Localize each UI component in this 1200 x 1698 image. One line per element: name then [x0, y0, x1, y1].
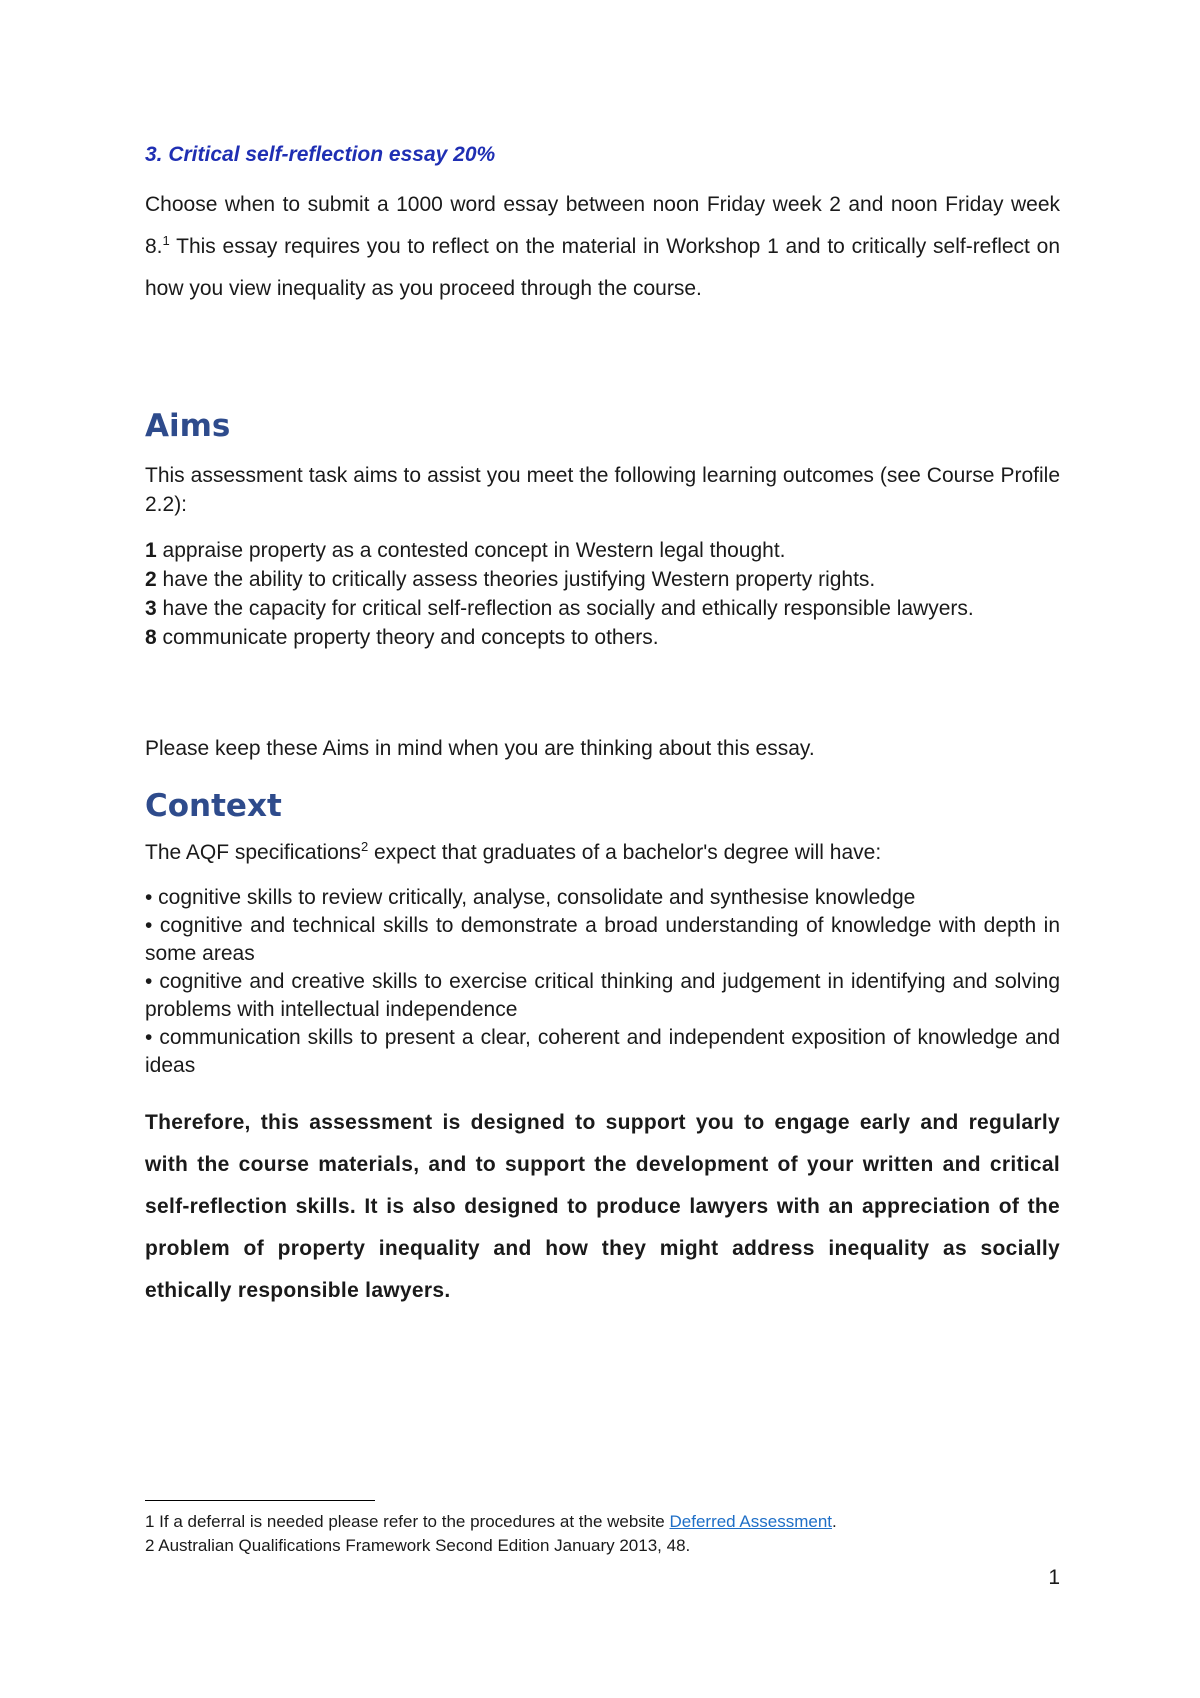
- footnote-1: [145, 1510, 1060, 1534]
- learning-outcome-item: [145, 594, 1060, 623]
- skill-item: • cognitive and technical skills to demonstrate a broad understanding of knowledge with depth in some areas: [145, 914, 1060, 965]
- context-intro: [145, 838, 1060, 867]
- learning-outcomes-list: [145, 536, 1060, 652]
- outcome-text: appraise property as a contested concept in Western legal thought.: [156, 539, 786, 562]
- learning-outcome-item: [145, 565, 1060, 594]
- footnote-ref-2[interactable]: 2: [360, 839, 369, 854]
- footnote-2: 2 Australian Qualifications Framework Second Edition January 2013, 48.: [145, 1536, 691, 1555]
- footnote-divider: [145, 1500, 375, 1501]
- learning-outcome-item: [145, 623, 1060, 652]
- context-intro-part2: expect that graduates of a bachelor's degree will have:: [368, 841, 882, 864]
- outcome-text: have the ability to critically assess theories justifying Western property rights.: [156, 568, 876, 591]
- aims-intro: This assessment task aims to assist you meet the following learning outcomes (see Course Profile 2.2):: [145, 464, 1060, 516]
- context-heading: Context: [145, 788, 282, 824]
- outcome-number: 2: [145, 568, 157, 591]
- section-intro-paragraph: [145, 184, 1060, 310]
- context-intro-part1: The AQF specifications: [145, 841, 361, 864]
- intro-text-part2: This essay requires you to reflect on the material in Workshop 1 and to critically self-reflect on how you view inequality as you proceed through the course.: [145, 235, 1060, 300]
- outcome-number: 8: [145, 626, 157, 649]
- skill-item: • cognitive skills to review critically, analyse, consolidate and synthesise knowledge: [145, 886, 916, 909]
- skill-item: • cognitive and creative skills to exercise critical thinking and judgement in identifying and solving problems with intellectual independence: [145, 970, 1060, 1021]
- conclusion-paragraph: Therefore, this assessment is designed to support you to engage early and regularly with the course materials, and to support the development of your written and critical self-reflection skills. It is also designed to produce lawyers with an appreciation of the problem of property inequality and how they might address inequality as socially ethically responsible lawyers.: [145, 1111, 1060, 1302]
- footnote-ref-1[interactable]: 1: [162, 233, 170, 248]
- footnote-1-end: .: [832, 1512, 837, 1531]
- intro-text-part1: Choose when to submit a 1000 word essay between noon Friday week 2 and noon Friday week 8.: [145, 193, 1060, 258]
- skill-item: • communication skills to present a clear, coherent and independent exposition of knowledge and ideas: [145, 1026, 1060, 1077]
- skills-list: [145, 884, 1060, 1080]
- aims-note: Please keep these Aims in mind when you are thinking about this essay.: [145, 737, 815, 760]
- section-title: 3. Critical self-reflection essay 20%: [145, 143, 496, 166]
- outcome-number: 1: [145, 539, 157, 562]
- deferred-assessment-link[interactable]: Deferred Assessment: [669, 1512, 833, 1531]
- document-page: [145, 0, 1060, 1698]
- outcome-number: 3: [145, 597, 157, 620]
- footnote-1-text: 1 If a deferral is needed please refer to the procedures at the website: [145, 1512, 670, 1531]
- page-number: 1: [1048, 1566, 1060, 1589]
- learning-outcome-item: [145, 536, 1060, 565]
- outcome-text: communicate property theory and concepts to others.: [156, 626, 659, 649]
- footnotes-list: [145, 1510, 1060, 1558]
- aims-heading: Aims: [145, 408, 231, 444]
- outcome-text: have the capacity for critical self-reflection as socially and ethically responsible lawyers.: [156, 597, 974, 620]
